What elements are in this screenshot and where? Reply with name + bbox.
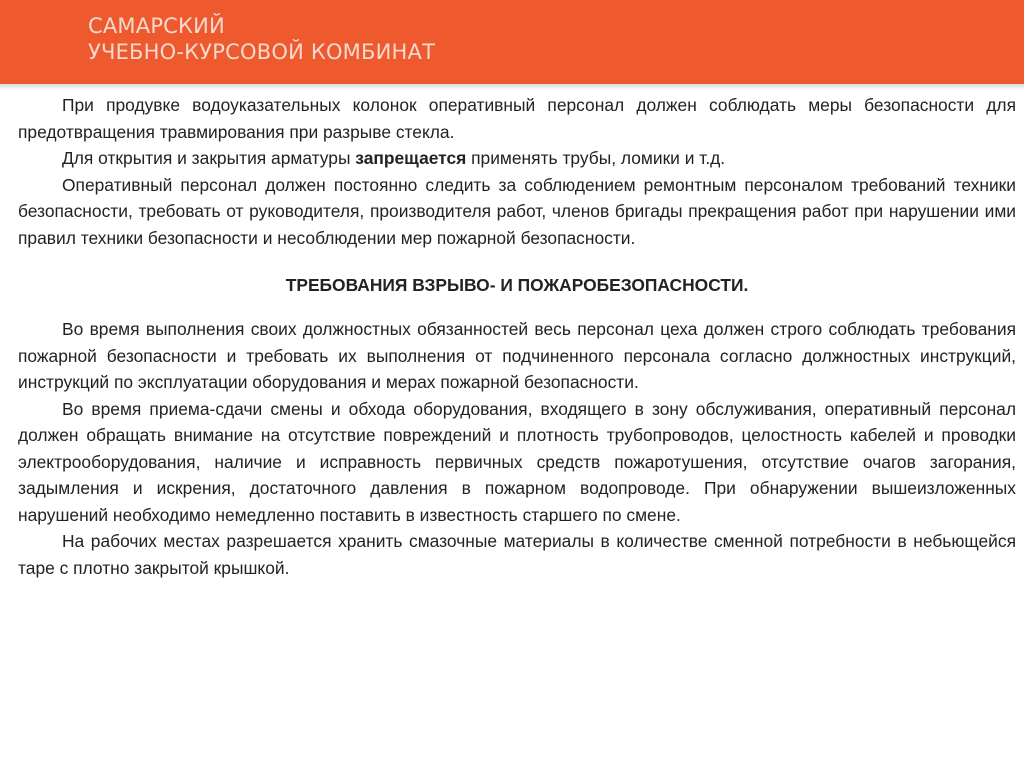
paragraph-fire-safety: Во время выполнения своих должностных обязанностей весь персонал цеха должен строго соблюдать требования пожарной безопасности и требовать их выполнения от подчиненного персонала согласно должностных инструкций, инструкций по эксплуатации оборудования и мерах пожарной безопасности. [18, 319, 1016, 392]
paragraph-valves-end: применять трубы, ломики и т.д. [466, 148, 726, 168]
paragraph-blowdown: При продувке водоуказательных колонок оперативный персонал должен соблюдать меры безопасности для предотвращения травмирования при разрыве стекла. [18, 95, 1016, 142]
paragraph-valves-bold: запрещается [355, 148, 467, 168]
header-shadow [0, 84, 1024, 90]
paragraph-valves [18, 145, 1016, 172]
brand-line-1: САМАРСКИЙ [88, 14, 225, 38]
brand-logo-text [88, 13, 435, 65]
paragraph-supervision: Оперативный персонал должен постоянно следить за соблюдением ремонтным персоналом требований техники безопасности, требовать от руководителя, производителя работ, членов бригады прекращения работ при нарушении ими правил техники безопасности и несоблюдении мер пожарной безопасности. [18, 174, 1016, 248]
section-heading: ТРЕБОВАНИЯ ВЗРЫВО- И ПОЖАРОБЕЗОПАСНОСТИ. [285, 275, 749, 295]
brand-line-2: УЧЕБНО-КУРСОВОЙ КОМБИНАТ [88, 40, 436, 64]
paragraph-shift-handover: Во время приема-сдачи смены и обхода оборудования, входящего в зону обслуживания, оперативный персонал должен обращать внимание на отсутствие повреждений и плотность трубопроводов, целостность кабелей и проводки электрооборудования, наличие и исправность первичных средств пожаротушения, отсутствие очагов загорания, задымления и искрения, достаточного давления в пожарном водопроводе. При обнаружении вышеизложенных нарушений необходимо немедленно поставить в известность старшего по смене. [18, 398, 1016, 525]
paragraph-lubricants: На рабочих местах разрешается хранить смазочные материалы в количестве сменной потребности в небьющейся таре с плотно закрытой крышкой. [18, 531, 1016, 578]
slide-content [18, 92, 1016, 581]
paragraph-valves-start: Для открытия и закрытия арматуры [62, 148, 356, 168]
header-bar [0, 0, 1024, 84]
